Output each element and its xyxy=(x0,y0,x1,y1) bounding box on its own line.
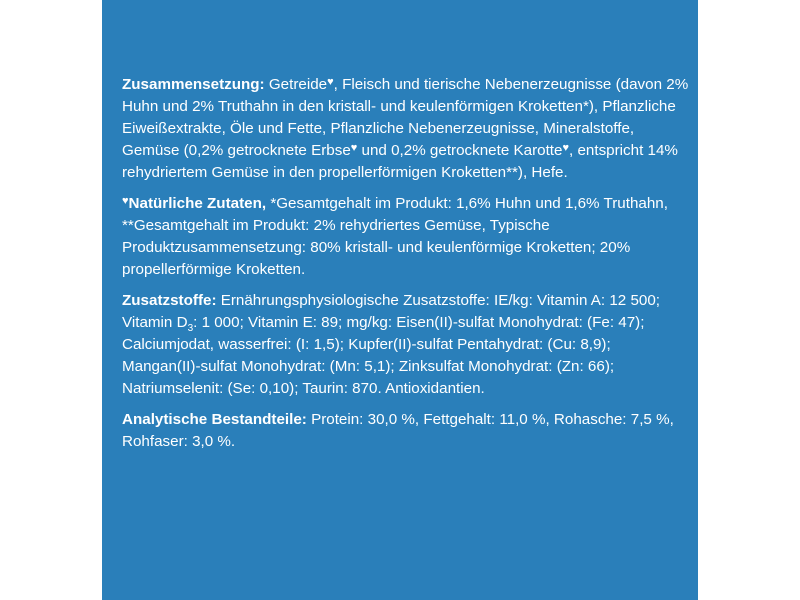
composition-text-2: , Fleisch und tierische Nebenerzeugnisse (davon 2% Huhn und 2% Truthahn in den kristall- und keulenförmigen Kroketten*), Pflanzliche Eiweißextrakte, Öle und Fette, Pflanzliche Nebenerzeugnisse, Mineralstoffe, Gemüse (0,2% getrocknete Erbse xyxy=(122,76,689,159)
analytical-text: Protein: 30,0 %, Fettgehalt: 11,0 %, Rohasche: 7,5 %, Rohfaser: 3,0 %. xyxy=(122,411,674,450)
composition-text-4: , entspricht 14% rehydriertem Gemüse in den propellerförmigen Kroketten**), Hefe. xyxy=(122,142,678,181)
additives-text-1: Ernährungsphysiologische Zusatzstoffe: IE/kg: Vitamin A: 12 500; Vitamin D xyxy=(122,292,661,331)
heart-icon: ♥ xyxy=(327,76,334,88)
composition-text-3: und 0,2% getrocknete Karotte xyxy=(357,142,563,159)
additives-paragraph xyxy=(122,290,692,400)
heart-icon: ♥ xyxy=(562,142,570,154)
ingredients-panel xyxy=(102,0,698,600)
composition-heading: Zusammensetzung: xyxy=(122,76,265,93)
analytical-paragraph xyxy=(122,409,692,453)
ingredients-text-block xyxy=(122,74,692,462)
natural-ingredients-paragraph xyxy=(122,193,692,281)
additives-text-2: : 1 000; Vitamin E: 89; mg/kg: Eisen(II)-sulfat Monohydrat: (Fe: 47); Calciumjodat, wasserfrei: (I: 1,5); Kupfer(II)-sulfat Pentahydrat: (Cu: 8,9); Mangan(II)-sulfat Monohydrat: (Mn: 5,1); Zinksulfat Monohydrat: (Zn: 66); Natriumselenit: (Se: 0,10); Taurin: 870. Antioxidantien. xyxy=(122,314,645,397)
heart-icon: ♥ xyxy=(350,142,358,154)
heart-icon: ♥ xyxy=(122,195,129,207)
composition-paragraph xyxy=(122,74,692,184)
analytical-heading: Analytische Bestandteile: xyxy=(122,411,307,428)
composition-text-1: Getreide xyxy=(264,76,328,93)
additives-heading: Zusatzstoffe: xyxy=(122,292,217,309)
vitamin-d-subscript: 3 xyxy=(187,323,194,335)
natural-ingredients-text: *Gesamtgehalt im Produkt: 1,6% Huhn und 1,6% Truthahn, **Gesamtgehalt im Produkt: 2% rehydriertes Gemüse, Typische Produktzusammensetzung: 80% kristall- und keulenförmige Kroketten; 20% propellerförmige Kroketten. xyxy=(122,195,668,278)
natural-ingredients-heading: Natürliche Zutaten, xyxy=(128,195,267,212)
